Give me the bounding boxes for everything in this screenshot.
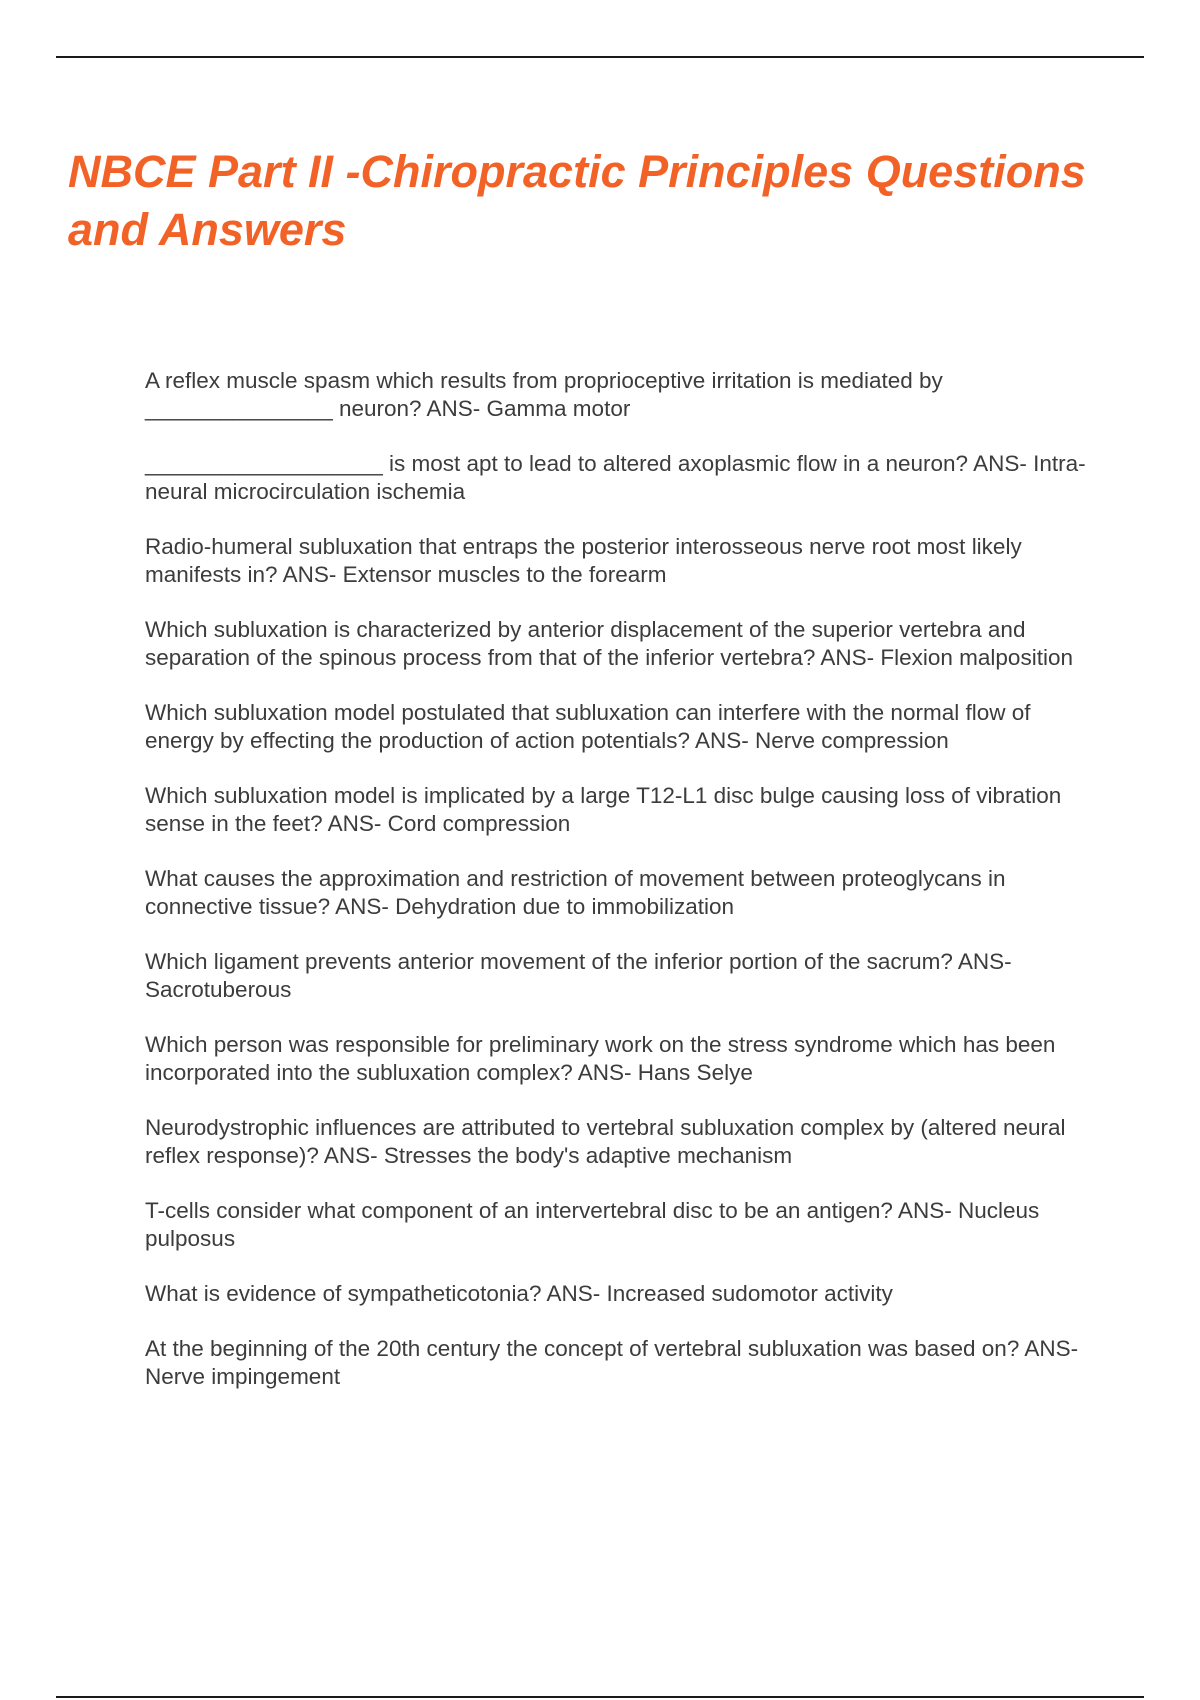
qa-item: Which subluxation model is implicated by a large T12-L1 disc bulge causing loss of vibration sense in the feet? ANS- Cord compression [145,783,1062,836]
qa-item: Which person was responsible for preliminary work on the stress syndrome which has been incorporated into the subluxation complex? ANS- Hans Selye [145,1032,1056,1085]
qa-item: ___________________ is most apt to lead to altered axoplasmic flow in a neuron? ANS- Intra-neural microcirculation ischemia [145,451,1086,504]
bottom-rule [56,1696,1144,1698]
qa-item: What is evidence of sympatheticotonia? ANS- Increased sudomotor activity [145,1281,893,1306]
qa-item: Neurodystrophic influences are attributed to vertebral subluxation complex by (altered neural reflex response)? ANS- Stresses the body's adaptive mechanism [145,1115,1066,1168]
qa-item: T-cells consider what component of an intervertebral disc to be an antigen? ANS- Nucleus pulposus [145,1198,1040,1251]
qa-list [145,367,1105,1418]
qa-item: Radio-humeral subluxation that entraps the posterior interosseous nerve root most likely manifests in? ANS- Extensor muscles to the forearm [145,534,1022,587]
document-title: NBCE Part II -Chiropractic Principles Questions and Answers [68,146,1086,255]
qa-item: Which subluxation is characterized by anterior displacement of the superior vertebra and separation of the spinous process from that of the inferior vertebra? ANS- Flexion malposition [145,617,1073,670]
qa-item: Which ligament prevents anterior movement of the inferior portion of the sacrum? ANS- Sacrotuberous [145,949,1012,1002]
qa-item: Which subluxation model postulated that subluxation can interfere with the normal flow of energy by effecting the production of action potentials? ANS- Nerve compression [145,700,1031,753]
qa-item: At the beginning of the 20th century the concept of vertebral subluxation was based on? ANS- Nerve impingement [145,1336,1079,1389]
top-rule [56,56,1144,58]
qa-item: What causes the approximation and restriction of movement between proteoglycans in connective tissue? ANS- Dehydration due to immobilization [145,866,1006,919]
qa-item: A reflex muscle spasm which results from proprioceptive irritation is mediated by _______________ neuron? ANS- Gamma motor [145,368,943,421]
